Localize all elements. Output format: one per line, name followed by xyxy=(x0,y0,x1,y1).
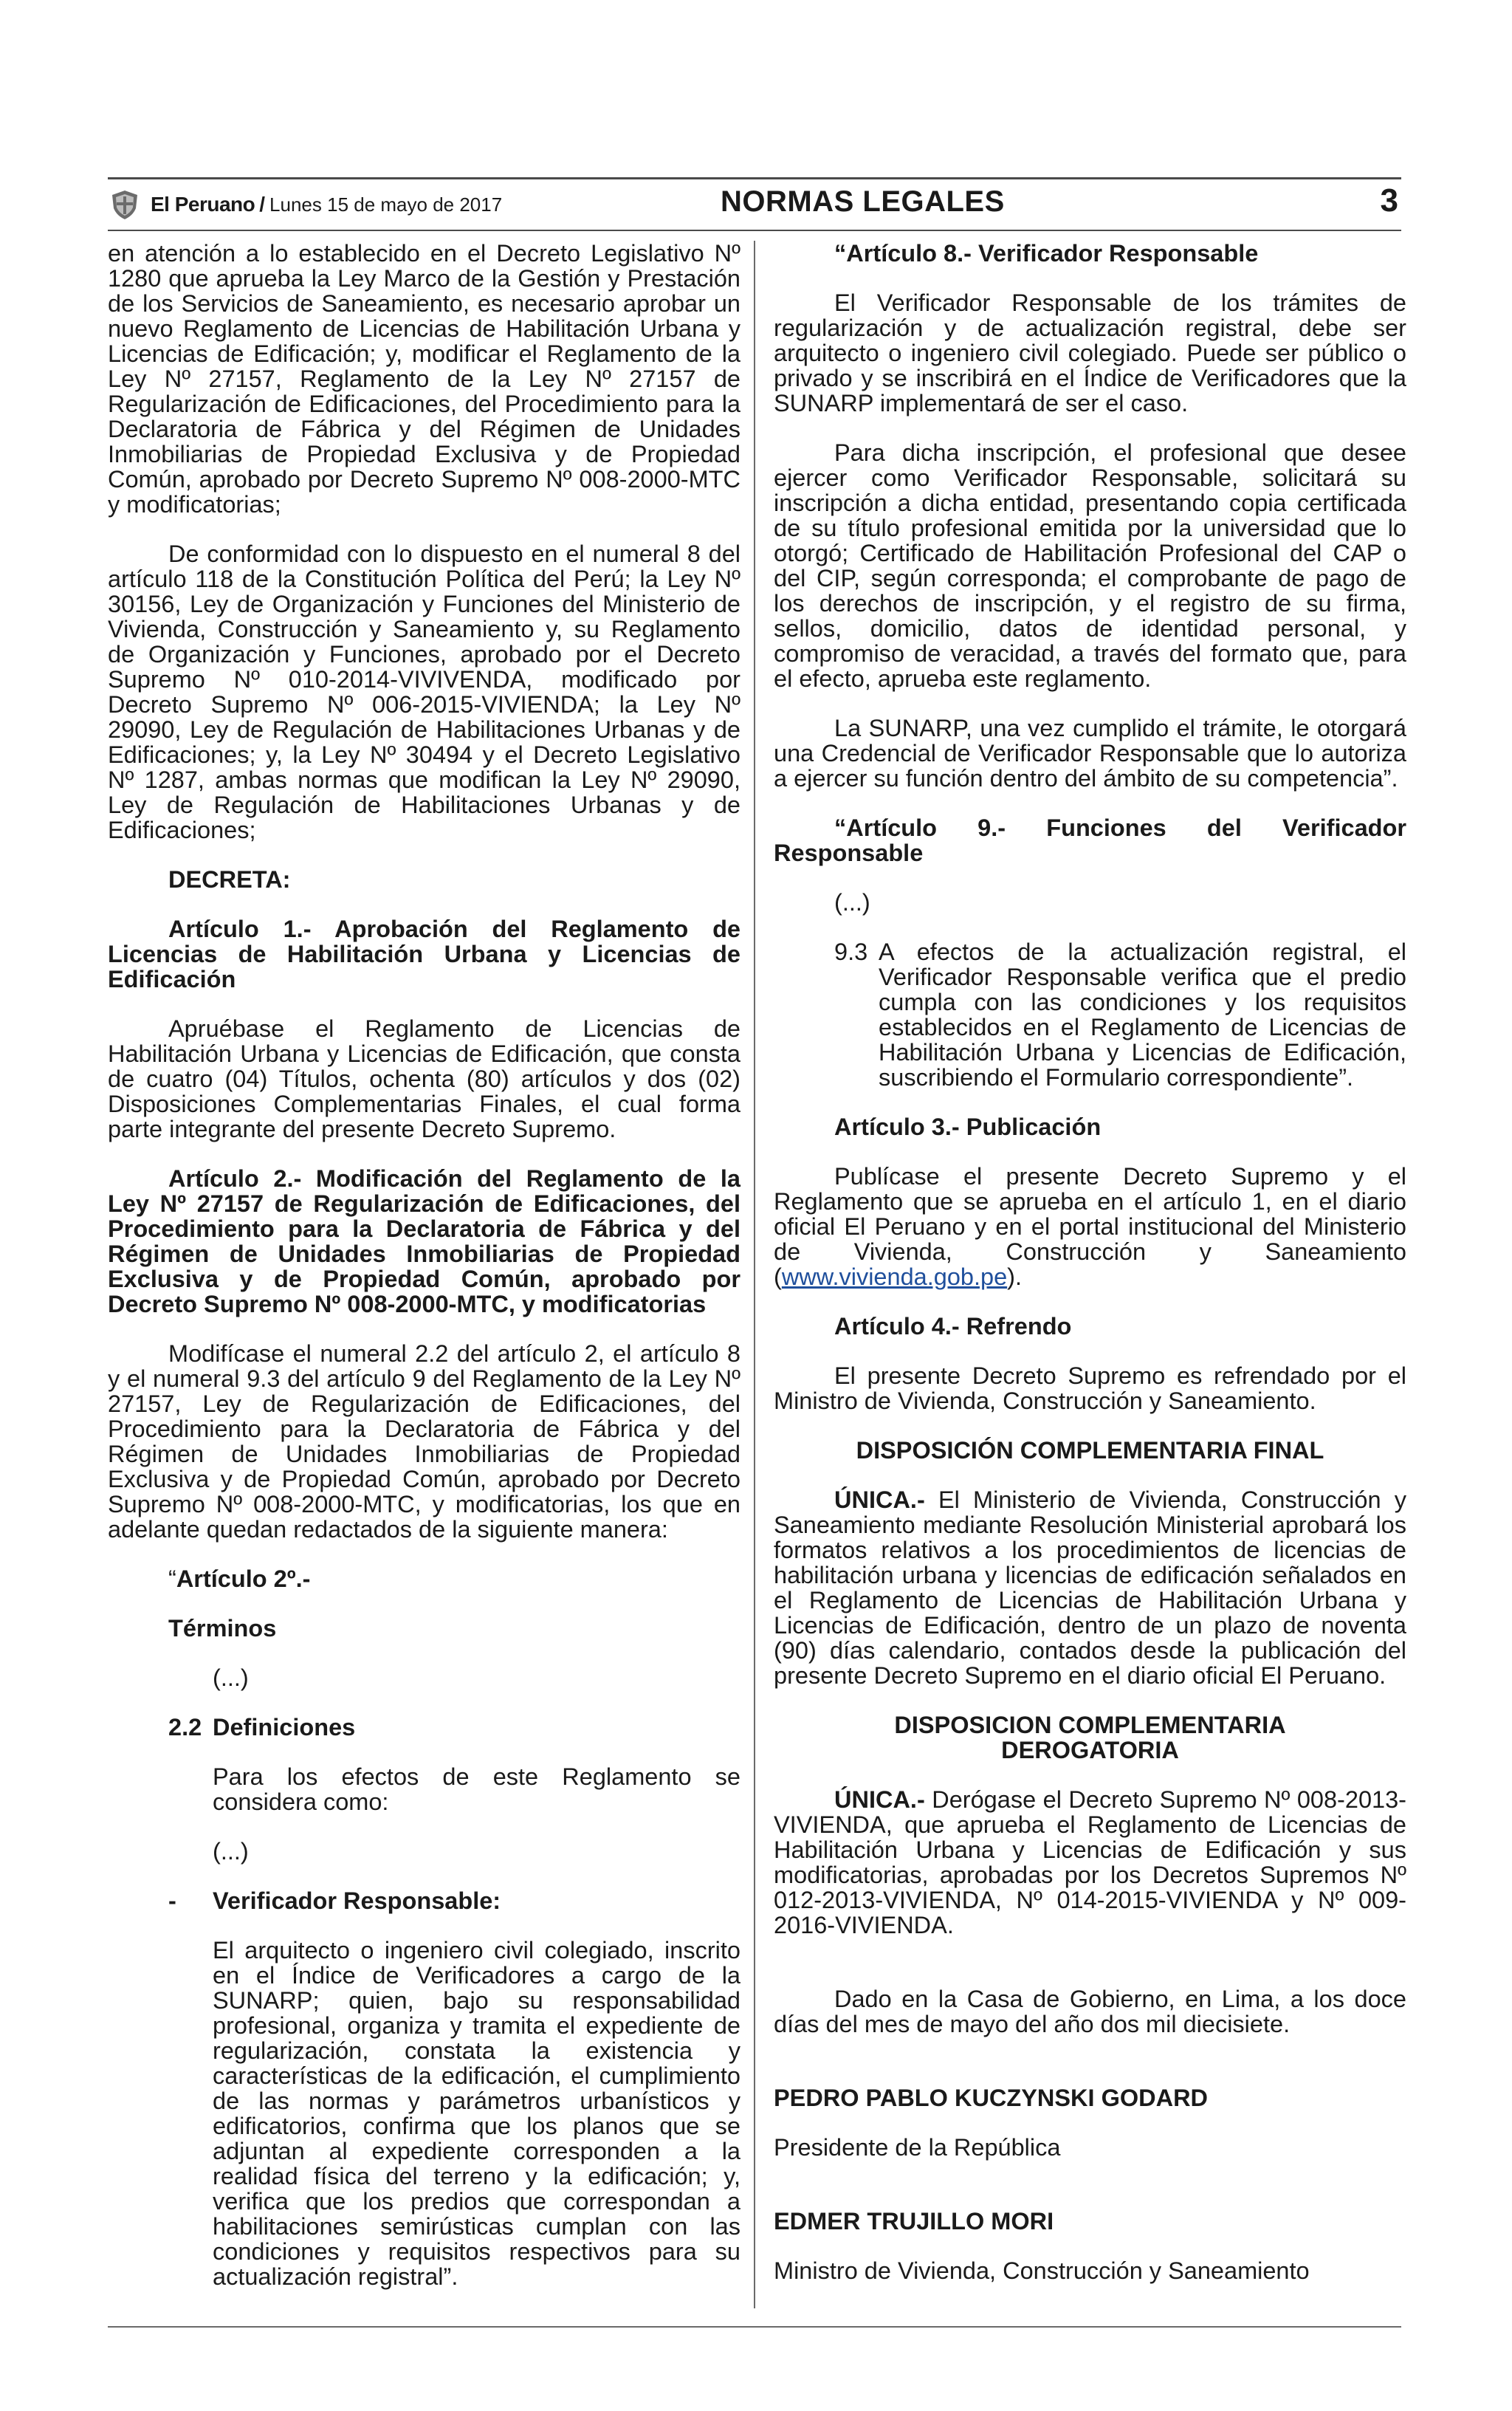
terminos-heading: Términos xyxy=(168,1615,277,1642)
article-4-body: El presente Decreto Supremo es refrendado por el Ministro de Vivienda, Construcción y Saneamiento. xyxy=(774,1362,1406,1414)
item-title: Definiciones xyxy=(213,1714,356,1740)
paragraph: El Verificador Responsable de los trámites de regularización y de actualización registral, debe ser arquitecto o ingeniero civil colegiado. Puede ser público o privado y se inscribirá en el Índice de Verificadores que la SUNARP implementará de ser el caso. xyxy=(774,289,1406,416)
signing-statement: Dado en la Casa de Gobierno, en Lima, a los doce días del mes de mayo del año dos mil diecisiete. xyxy=(774,1986,1406,2037)
text-run: Publícase el presente Decreto Supremo y el Reglamento que se aprueba en el artículo 1, en el diario oficial El Peruano y en el portal institucional del Ministerio de Vivienda, Construcción y Saneamiento ( xyxy=(774,1163,1406,1290)
article-4-title: Artículo 4.- Refrendo xyxy=(834,1313,1072,1340)
ellipsis: (...) xyxy=(213,1664,249,1691)
article-3-body xyxy=(774,1164,1406,1289)
ellipsis: (...) xyxy=(834,889,870,916)
footer-rule xyxy=(108,2326,1401,2328)
definitions-intro: Para los efectos de este Reglamento se considera como: xyxy=(213,1763,740,1815)
paragraph: Para dicha inscripción, el profesional que desee ejercer como Verificador Responsable, solicitará su inscripción a dicha entidad, presentando copia certificada de su título profesional emitida por la universidad que lo otorgó; Certificado de Habilitación Profesional del CAP o del CIP, según corresponda; el comprobante de pago de los derechos de inscripción, y el registro de su firma, sellos, domicilio, datos de identidad personal, y compromiso de veracidad, a través del formato que, para el efecto, aprueba este reglamento. xyxy=(774,439,1406,692)
signatory-2-role: Ministro de Vivienda, Construcción y Saneamiento xyxy=(774,2257,1310,2284)
column-divider xyxy=(754,241,755,2308)
derogatory-heading-1: DISPOSICION COMPLEMENTARIA xyxy=(894,1712,1286,1738)
paragraph: De conformidad con lo dispuesto en el numeral 8 del artículo 118 de la Constitución Política del Perú; la Ley Nº 30156, Ley de Organización y Funciones del Ministerio de Vivienda, Construcción y Saneamiento y, su Reglamento de Organización y Funciones, aprobado por el Decreto Supremo Nº 010-2014-VIVIVENDA, modificado por Decreto Supremo Nº 006-2015-VIVIENDA; la Ley Nº 29090, Ley de Regulación de Habilitaciones Urbanas y de Edificaciones; y, la Ley Nº 30494 y el Decreto Legislativo Nº 1287, ambas normas que modifican la Ley Nº 29090, Ley de Regulación de Habilitaciones Urbanas y de Edificaciones; xyxy=(108,541,740,843)
vivienda-link[interactable]: www.vivienda.gob.pe xyxy=(781,1263,1008,1290)
left-column xyxy=(108,241,740,2308)
derogatory-body xyxy=(774,1787,1406,1938)
article-2-body: Modifícase el numeral 2.2 del artículo 2, el artículo 8 y el numeral 9.3 del artículo 9 del Reglamento de la Ley Nº 27157, Ley de Regularización de Edificaciones, del Procedimiento para la Declaratoria de Fábrica y del Régimen de Unidades Inmobiliarias de Propiedad Exclusiva y de Propiedad Común, aprobado por Decreto Supremo Nº 008-2000-MTC, y modificatorias, los que en adelante quedan redactados de la siguiente manera: xyxy=(108,1340,740,1543)
numeral-9-3 xyxy=(774,939,1406,1090)
text-run: ). xyxy=(1007,1263,1023,1290)
item-number: 2.2 xyxy=(168,1714,202,1740)
section-title: NORMAS LEGALES xyxy=(721,185,1005,218)
signatory-1-role: Presidente de la República xyxy=(774,2134,1061,2161)
article-2-title: Artículo 2.- Modificación del Reglamento de la Ley Nº 27157 de Regularización de Edificaciones, del Procedimiento para la Declaratoria de Fábrica y del Régimen de Unidades Inmobiliarias de Propiedad Exclusiva y de Propiedad Común, aprobado por Decreto Supremo Nº 008-2000-MTC, y modificatorias xyxy=(108,1165,740,1317)
verificador-definition: El arquitecto o ingeniero civil colegiado, inscrito en el Índice de Verificadores a cargo de la SUNARP; quien, bajo su responsabilidad profesional, organiza y tramita el expediente de regularización, constata la existencia y características de la edificación, el cumplimiento de las normas y parámetros urbanísticos y edificatorios, confirma que los planos que se adjuntan al expediente corresponden a la realidad física del terreno y la edificación; y, verifica que los predios que correspondan a habilitaciones semirústicas cumplan con las condiciones y requisitos respectivos para su actualización registral”. xyxy=(213,1937,740,2290)
item-number: 9.3 xyxy=(834,939,868,965)
decreta-heading: DECRETA: xyxy=(168,866,291,893)
item-title: Verificador Responsable: xyxy=(213,1887,501,1914)
article-9-title: “Artículo 9.- Funciones del Verificador Responsable xyxy=(774,814,1406,866)
final-provision-body xyxy=(774,1487,1406,1688)
article-1-body: Apruébase el Reglamento de Licencias de Habilitación Urbana y Licencias de Edificación, que consta de cuatro (04) Títulos, ochenta (80) artículos y dos (02) Disposiciones Complementarias Finales, el cual forma parte integrante del presente Decreto Supremo. xyxy=(108,1015,740,1142)
unica-label: ÚNICA.- xyxy=(834,1786,925,1813)
final-provision-heading: DISPOSICIÓN COMPLEMENTARIA FINAL xyxy=(856,1437,1324,1464)
text-run: El Ministerio de Vivienda, Construcción y Saneamiento mediante Resolución Ministerial aprobará los formatos relativos a los procedimientos de licencias de habilitación urbana y licencias de edificación señalados en el Reglamento de Licencias de Habilitación Urbana y Licencias de Edificación, dentro de un plazo de noventa (90) días calendario, contados desde la publicación del presente Decreto Supremo en el diario oficial El Peruano. xyxy=(774,1486,1406,1689)
unica-label: ÚNICA.- xyxy=(834,1486,925,1513)
ellipsis: (...) xyxy=(213,1838,249,1865)
signatory-2-name: EDMER TRUJILLO MORI xyxy=(774,2208,1054,2235)
issue-date: Lunes 15 de mayo de 2017 xyxy=(269,193,503,216)
article-1-title: Artículo 1.- Aprobación del Reglamento de Licencias de Habilitación Urbana y Licencias de Edificación xyxy=(108,916,740,992)
article-3-title: Artículo 3.- Publicación xyxy=(834,1114,1102,1140)
right-column xyxy=(774,241,1406,2308)
coat-of-arms-icon xyxy=(108,188,142,222)
signatory-1-name: PEDRO PABLO KUCZYNSKI GODARD xyxy=(774,2085,1209,2111)
page-header xyxy=(108,177,1401,231)
verificador-heading xyxy=(108,1888,740,1913)
newspaper-name: El Peruano xyxy=(151,193,255,216)
article-2o-label: Artículo 2º.- xyxy=(176,1565,311,1592)
definitions-heading xyxy=(108,1715,740,1740)
header-separator: / xyxy=(259,193,266,216)
derogatory-heading-2: DEROGATORIA xyxy=(1001,1737,1179,1763)
page-number: 3 xyxy=(1380,182,1398,219)
item-text: A efectos de la actualización registral, el Verificador Responsable verifica que el predio cumpla con las condiciones y los requisitos establecidos en el Reglamento de Licencias de Habilitación Urbana y Licencias de Edificación, suscribiendo el Formulario correspondiente”. xyxy=(879,939,1406,1091)
open-quote: “ xyxy=(168,1565,176,1592)
paragraph: La SUNARP, una vez cumplido el trámite, le otorgará una Credencial de Verificador Responsable que lo autoriza a ejercer su función dentro del ámbito de su competencia”. xyxy=(774,715,1406,792)
quoted-article-2o xyxy=(108,1566,740,1591)
list-dash: - xyxy=(168,1887,176,1914)
text-run: Derógase el Decreto Supremo Nº 008-2013-VIVIENDA, que aprueba el Reglamento de Licencias de Habilitación Urbana y Licencias de Edificación y sus modificatorias, aprobadas por los Decretos Supremos Nº 012-2013-VIVIENDA, Nº 014-2015-VIVIENDA y Nº 009-2016-VIVIENDA. xyxy=(774,1786,1406,1938)
paragraph: en atención a lo establecido en el Decreto Legislativo Nº 1280 que aprueba la Ley Marco de la Gestión y Prestación de los Servicios de Saneamiento, es necesario aprobar un nuevo Reglamento de Licencias de Habilitación Urbana y Licencias de Edificación; y, modificar el Reglamento de la Ley Nº 27157, Reglamento de la Ley Nº 27157 de Regularización de Edificaciones, del Procedimiento para la Declaratoria de Fábrica y del Régimen de Unidades Inmobiliarias de Propiedad Exclusiva y de Propiedad Común, aprobado por Decreto Supremo Nº 008-2000-MTC y modificatorias; xyxy=(108,240,740,518)
article-8-title: “Artículo 8.- Verificador Responsable xyxy=(834,240,1259,267)
